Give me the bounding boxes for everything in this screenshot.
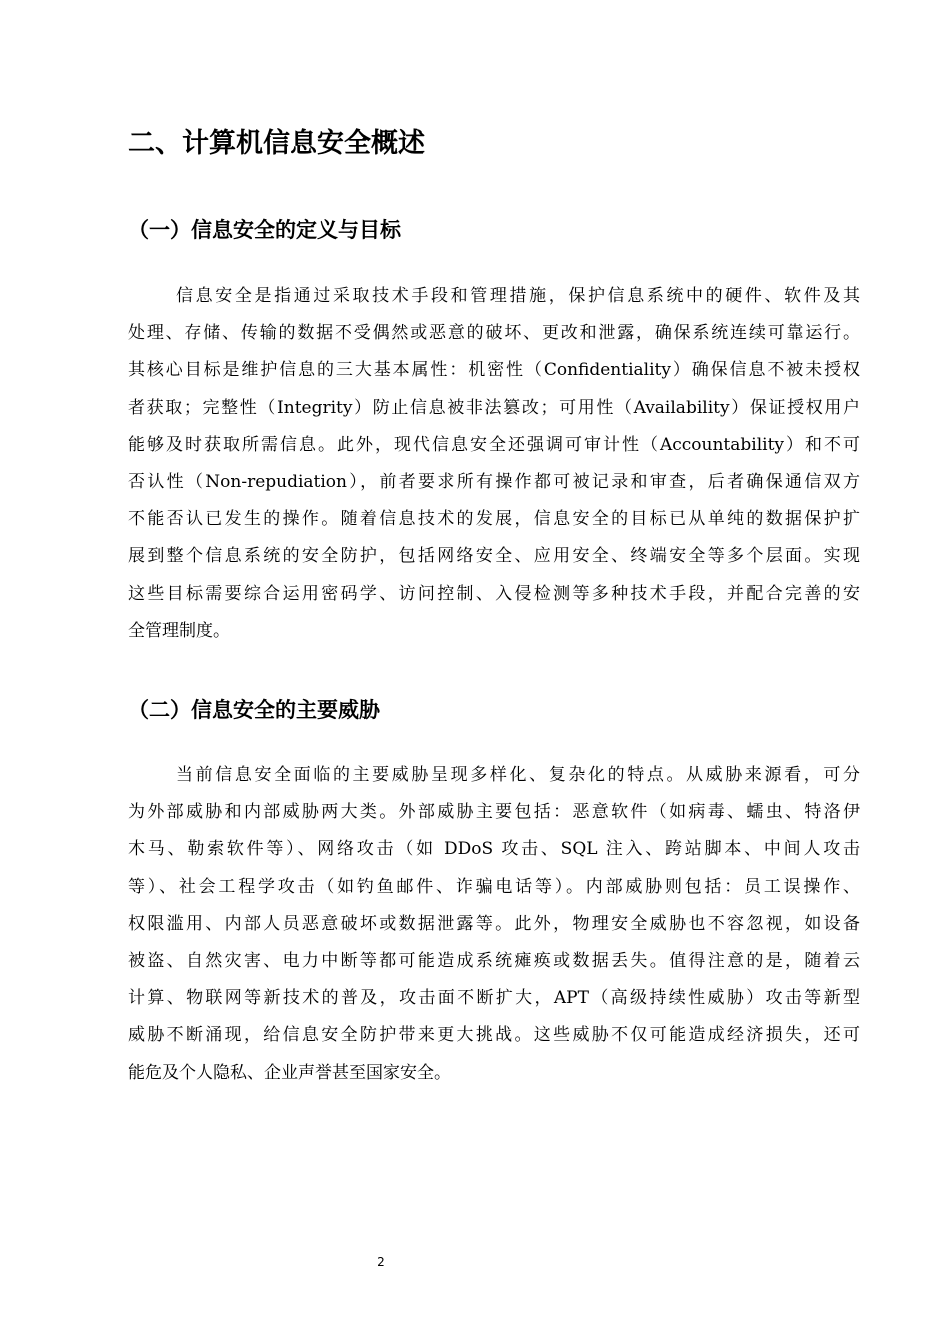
paragraph-line: 全管理制度。 [128,620,230,641]
section-paragraph-definition-and-goals [128,278,860,650]
paragraph-line: 木马、勒索软件等）、网络攻击（如 DDoS 攻击、SQL 注入、跨站脚本、中间人攻击 [128,839,860,860]
paragraph-line: 等）、社会工程学攻击（如钓鱼邮件、诈骗电话等）。内部威胁则包括：员工误操作、 [128,876,860,897]
paragraph-line: 当前信息安全面临的主要威胁呈现多样化、复杂化的特点。从威胁来源看，可分 [176,765,860,785]
paragraph-line: 权限滥用、内部人员恶意破坏或数据泄露等。此外，物理安全威胁也不容忽视，如设备 [128,913,860,934]
paragraph-line: 被盗、自然灾害、电力中断等都可能造成系统瘫痪或数据丢失。值得注意的是，随着云 [128,951,860,972]
section-title-definition-and-goals: （一）信息安全的定义与目标 [128,218,401,242]
paragraph-line: 能危及个人隐私、企业声誉甚至国家安全。 [128,1062,451,1083]
paragraph-line: 处理、存储、传输的数据不受偶然或恶意的破坏、更改和泄露，确保系统连续可靠运行。 [128,323,860,344]
paragraph-line: 能够及时获取所需信息。此外，现代信息安全还强调可审计性（Accountability）和不可 [128,434,860,455]
paragraph-line: 信息安全是指通过采取技术手段和管理措施，保护信息系统中的硬件、软件及其 [176,286,860,306]
paragraph-line: 威胁不断涌现，给信息安全防护带来更大挑战。这些威胁不仅可能造成经济损失，还可 [128,1025,860,1046]
paragraph-line: 不能否认已发生的操作。随着信息技术的发展，信息安全的目标已从单纯的数据保护扩 [128,509,860,530]
paragraph-line: 这些目标需要综合运用密码学、访问控制、入侵检测等多种技术手段，并配合完善的安 [128,583,860,604]
page-number: 2 [377,1255,385,1269]
paragraph-line: 其核心目标是维护信息的三大基本属性：机密性（Confidentiality）确保信息不被未授权 [128,360,860,381]
paragraph-line: 展到整个信息系统的安全防护，包括网络安全、应用安全、终端安全等多个层面。实现 [128,546,860,567]
paragraph-line: 为外部威胁和内部威胁两大类。外部威胁主要包括：恶意软件（如病毒、蠕虫、特洛伊 [128,802,860,823]
paragraph-line: 否认性（Non-repudiation），前者要求所有操作都可被记录和审查，后者确保通信双方 [128,472,860,493]
paragraph-line: 者获取；完整性（Integrity）防止信息被非法篡改；可用性（Availability）保证授权用户 [128,397,860,418]
section-title-main-threats: （二）信息安全的主要威胁 [128,698,380,722]
paragraph-line: 计算、物联网等新技术的普及，攻击面不断扩大，APT（高级持续性威胁）攻击等新型 [128,988,860,1009]
chapter-title: 二、计算机信息安全概述 [128,128,425,159]
section-paragraph-main-threats [128,757,860,1092]
